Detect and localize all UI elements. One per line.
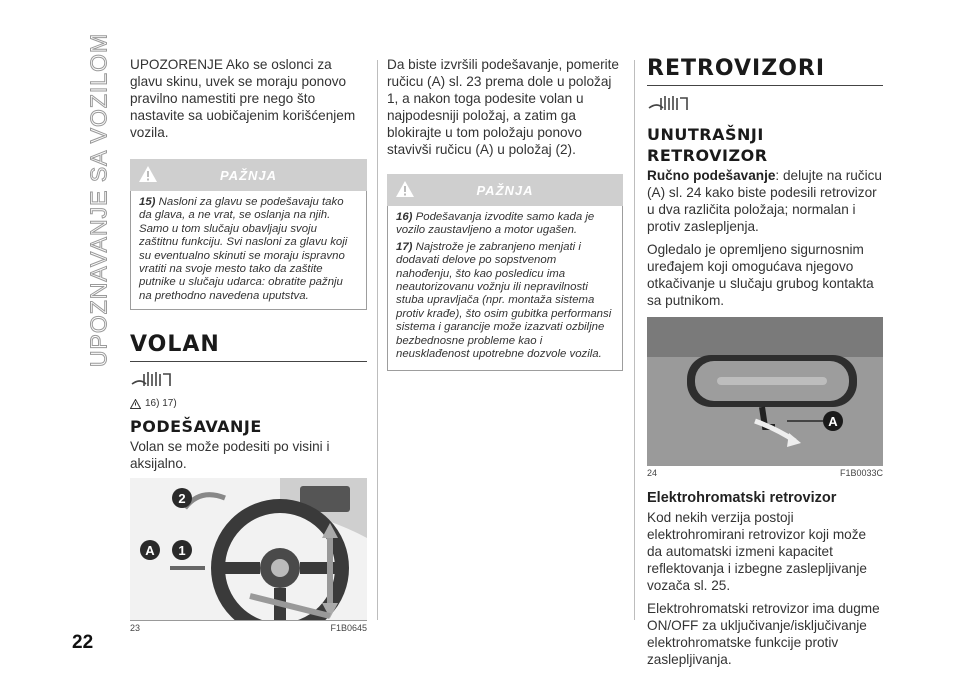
warning-item: 17) Najstrože je zabranjeno menjati i dodavati delove po sopstvenom nahođenju, što kao posledicu ima neautorizovanu vožnju ili nepravilnosti stuba upravljača (npr. montaža sistema protiv krađe), što osim gubitka performansi sistema i garancije može izazvati ozbiljne bezbednosne probleme kao i neusklađenost upotrebne dozvole vozila. [396, 240, 612, 361]
subheading-retrovizor: RETROVIZOR [647, 146, 768, 165]
warning-title: PAŽNJA [476, 183, 534, 198]
column-1 [130, 56, 367, 633]
warning-number: 15) [139, 196, 156, 208]
warning-box-body [387, 206, 623, 371]
figure-caption [130, 623, 367, 633]
electrochromic-text-1: Kod nekih verzija postoji elektrohromirani retrovizor koji može da automatski izmeni kapacitet reflektovanja i izbegne zaslepljivanje vozača sl. 25. [647, 510, 867, 593]
column-2 [387, 56, 623, 371]
figure-number: 23 [130, 623, 141, 634]
subheading-podesavanje: PODEŠAVANJE [130, 417, 262, 437]
manual-book-icon [130, 370, 174, 390]
figure-caption [647, 468, 883, 478]
manual-book-icon [647, 94, 691, 114]
warning-box-header [387, 174, 623, 206]
steering-wheel-illustration [130, 478, 367, 620]
warning-item: 16) Podešavanja izvodite samo kada je vozilo zaustavljeno a motor ugašen. [396, 211, 595, 237]
heading-rule [647, 85, 883, 86]
chapter-title: UPOZNAVANJE SA VOZILOM [85, 32, 112, 368]
warning-box-header [130, 159, 367, 191]
electrochromic-text-2: Elektrohromatski retrovizor ima dugme ON/OFF za uključivanje/isključivanje elektrohromatske funkcije protiv zaslepljivanja. [647, 601, 880, 667]
subheading-unutrasnji: UNUTRAŠNJI [647, 125, 764, 144]
warning-text: Nasloni za glavu se podešavaju tako da glava, a ne vrat, se oslanja na njih. Samo u tom slučaju obavljaju svoju zaštitnu funkciju. Svi nasloni za glavu koji su eventualno skinuti se moraju ispravno vratiti na svoje mesto tako da zaštite putnike u slučaju udarca: obratite pažnju na prethodno navedena uputstva. [139, 196, 348, 302]
column-divider [377, 60, 378, 620]
section-heading-retrovizori: RETROVIZORI [647, 56, 826, 81]
figure-23 [130, 478, 367, 621]
warning-references: 16) 17) [130, 398, 367, 409]
manual-adjust-label: Ručno podešavanje [647, 168, 776, 183]
figure-code: F1B0033C [839, 468, 883, 478]
column-3 [647, 56, 883, 674]
chapter-side-tab [74, 32, 124, 368]
volan-body: Volan se može podesiti po visini i aksijalno. [130, 439, 330, 472]
figure-label-a: A [828, 414, 838, 429]
warning-title: PAŽNJA [219, 168, 278, 183]
electrochromic-heading: Elektrohromatski retrovizor [647, 490, 837, 506]
figure-label-a: A [145, 543, 155, 559]
figure-code: F1B0645 [330, 623, 367, 634]
page-number: 22 [72, 632, 94, 653]
adjustment-instructions: Da biste izvršili podešavanje, pomerite ručicu (A) sl. 23 prema dole u položaj 1, a nakon toga podesite volan u najpodesniji položaj, a zatim ga blokirajte u tom položaju ponovo stavivši ručicu (A) u položaj (2). [387, 57, 619, 157]
small-warning-icon [130, 399, 141, 409]
safety-device-text: Ogledalo je opremljeno sigurnosnim uređajem koji omogućava njegovo otkačivanje u slučaju grubog kontakta sa putnikom. [647, 242, 874, 308]
figure-24 [647, 317, 883, 466]
warning-box-body [130, 191, 367, 310]
figure-label-1: 1 [178, 543, 186, 559]
manual-adjust-text: : delujte na ručicu (A) sl. 24 kako biste podesili retrovizor u dva različita položaja; normalan i protiv zaslepljenja. [647, 168, 882, 234]
rearview-mirror-illustration [647, 317, 883, 465]
headrest-warning-intro: UPOZORENJE Ako se oslonci za glavu skinu, uvek se moraju ponovo pravilno namestiti pre nego što nastavite sa uobičajenim korišćenjem vozila. [130, 57, 356, 140]
figure-label-2: 2 [178, 491, 186, 507]
figure-number: 24 [647, 468, 658, 478]
heading-rule [130, 361, 367, 362]
column-divider [634, 60, 635, 620]
section-heading-volan: VOLAN [130, 332, 220, 358]
